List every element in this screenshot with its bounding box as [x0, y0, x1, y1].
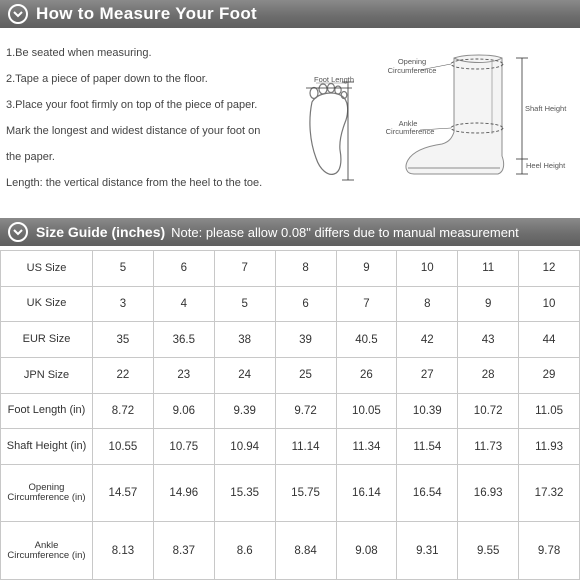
row-label-line: Circumference (in) — [7, 549, 86, 561]
instruction-line: Mark the longest and widest distance of your foot on — [6, 125, 261, 137]
size-guide-banner — [0, 218, 580, 246]
table-cell: 14.57 — [93, 464, 154, 522]
measure-banner — [0, 0, 580, 28]
table-cell: 9.55 — [458, 522, 519, 580]
table-cell: 23 — [153, 357, 214, 393]
table-cell: 8.13 — [93, 522, 154, 580]
table-cell: 8.84 — [275, 522, 336, 580]
table-cell: 16.93 — [458, 464, 519, 522]
table-cell: 11.34 — [336, 429, 397, 465]
row-label — [1, 522, 93, 580]
heel-height-label: Heel Height — [526, 161, 566, 170]
opening-circumference-label-line1: Opening — [397, 57, 427, 66]
table-cell: 9.72 — [275, 393, 336, 429]
size-guide-title: Size Guide (inches) — [36, 224, 166, 240]
table-cell: 11.05 — [519, 393, 580, 429]
table-cell: 11.14 — [275, 429, 336, 465]
table-cell: 22 — [93, 357, 154, 393]
table-cell: 44 — [519, 322, 580, 358]
table-cell: 26 — [336, 357, 397, 393]
row-label — [1, 464, 93, 522]
table-cell: 9.06 — [153, 393, 214, 429]
table-row — [1, 357, 580, 393]
measure-instructions — [6, 40, 306, 196]
table-row — [1, 251, 580, 287]
measurement-diagram — [296, 46, 580, 196]
table-cell: 7 — [336, 286, 397, 322]
table-cell: 5 — [93, 251, 154, 287]
table-cell: 43 — [458, 322, 519, 358]
measure-title: How to Measure Your Foot — [36, 4, 257, 23]
table-cell: 11.73 — [458, 429, 519, 465]
table-row — [1, 393, 580, 429]
row-label: JPN Size — [1, 357, 93, 393]
table-cell: 9.78 — [519, 522, 580, 580]
table-cell: 10 — [397, 251, 458, 287]
table-cell: 27 — [397, 357, 458, 393]
table-cell: 35 — [93, 322, 154, 358]
table-cell: 24 — [214, 357, 275, 393]
table-cell: 17.32 — [519, 464, 580, 522]
foot-outline-icon — [310, 84, 348, 175]
row-label-line: Ankle — [34, 539, 59, 551]
table-cell: 15.35 — [214, 464, 275, 522]
table-cell: 15.75 — [275, 464, 336, 522]
row-label-line: Circumference (in) — [7, 492, 86, 504]
table-cell: 40.5 — [336, 322, 397, 358]
instruction-line: the paper. — [6, 151, 55, 163]
table-cell: 8 — [275, 251, 336, 287]
row-label: US Size — [1, 251, 93, 287]
table-cell: 10 — [519, 286, 580, 322]
table-cell: 5 — [214, 286, 275, 322]
row-label: UK Size — [1, 286, 93, 322]
table-cell: 12 — [519, 251, 580, 287]
table-cell: 9 — [336, 251, 397, 287]
table-cell: 8 — [397, 286, 458, 322]
table-cell: 42 — [397, 322, 458, 358]
table-cell: 28 — [458, 357, 519, 393]
table-cell: 6 — [153, 251, 214, 287]
table-cell: 9.39 — [214, 393, 275, 429]
table-cell: 10.94 — [214, 429, 275, 465]
table-cell: 8.6 — [214, 522, 275, 580]
table-cell: 10.75 — [153, 429, 214, 465]
table-cell: 36.5 — [153, 322, 214, 358]
size-guide-note: Note: please allow 0.08" differs due to manual measurement — [171, 224, 519, 240]
table-cell: 39 — [275, 322, 336, 358]
table-row — [1, 429, 580, 465]
instruction-line: Length: the vertical distance from the heel to the toe. — [6, 177, 263, 189]
instruction-line: 2.Tape a piece of paper down to the floor. — [6, 73, 208, 85]
table-cell: 3 — [93, 286, 154, 322]
table-cell: 16.14 — [336, 464, 397, 522]
table-cell: 6 — [275, 286, 336, 322]
chevron-down-icon — [8, 222, 28, 242]
foot-length-label: Foot Length — [314, 75, 355, 84]
table-cell: 10.55 — [93, 429, 154, 465]
instruction-line: 1.Be seated when measuring. — [6, 47, 152, 59]
shaft-height-label: Shaft Height — [525, 104, 567, 113]
table-cell: 16.54 — [397, 464, 458, 522]
row-label: Foot Length (in) — [1, 393, 93, 429]
table-row — [1, 322, 580, 358]
table-cell: 11.54 — [397, 429, 458, 465]
size-table — [0, 250, 580, 580]
table-cell: 29 — [519, 357, 580, 393]
opening-circumference-label-line2: Circumference — [387, 66, 437, 75]
table-cell: 14.96 — [153, 464, 214, 522]
table-row — [1, 464, 580, 522]
table-cell: 10.39 — [397, 393, 458, 429]
table-cell: 8.72 — [93, 393, 154, 429]
table-cell: 4 — [153, 286, 214, 322]
table-cell: 8.37 — [153, 522, 214, 580]
table-cell: 10.72 — [458, 393, 519, 429]
table-cell: 38 — [214, 322, 275, 358]
table-cell: 25 — [275, 357, 336, 393]
table-cell: 7 — [214, 251, 275, 287]
table-cell: 11.93 — [519, 429, 580, 465]
table-cell: 9 — [458, 286, 519, 322]
table-cell: 11 — [458, 251, 519, 287]
row-label: EUR Size — [1, 322, 93, 358]
table-cell: 9.31 — [397, 522, 458, 580]
row-label-line: Opening — [28, 482, 65, 494]
ankle-circumference-label-line1: Ankle — [398, 119, 418, 128]
chevron-down-icon — [8, 4, 28, 24]
row-label: Shaft Height (in) — [1, 429, 93, 465]
ankle-circumference-label-line2: Circumference — [385, 127, 435, 136]
table-row — [1, 286, 580, 322]
table-cell: 9.08 — [336, 522, 397, 580]
table-cell: 10.05 — [336, 393, 397, 429]
table-row — [1, 522, 580, 580]
instruction-line: 3.Place your foot firmly on top of the piece of paper. — [6, 99, 258, 111]
